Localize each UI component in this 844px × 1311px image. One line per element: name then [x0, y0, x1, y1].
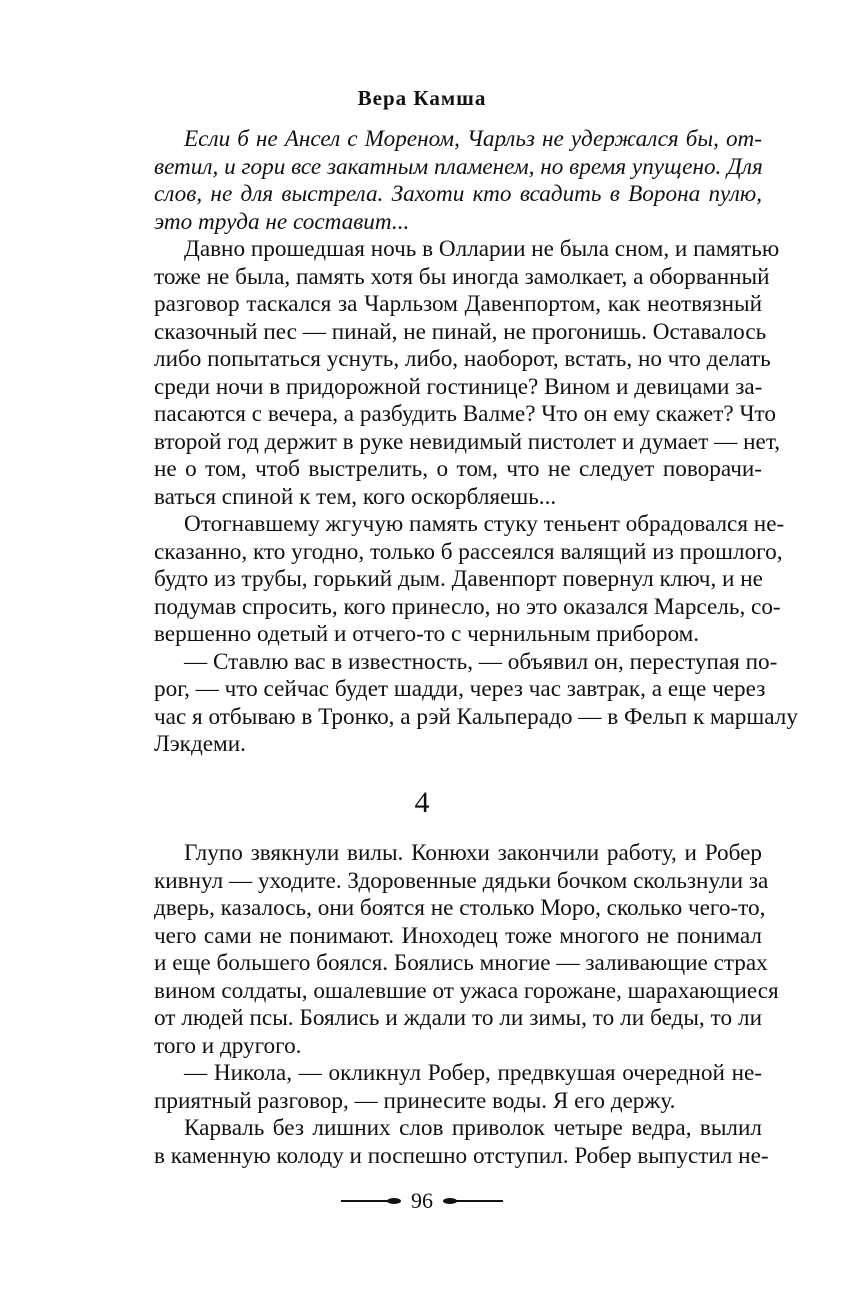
text-line: Лэкдеми. [154, 731, 246, 757]
text-line: не о том, чтоб выстрелить, о том, что не следует поворачи- [154, 456, 762, 482]
paragraph [124, 1060, 762, 1115]
text-line: ваться спиной к тем, кого оскорбляешь... [154, 483, 557, 510]
paragraph [124, 1115, 769, 1170]
text-block-bottom [124, 840, 779, 1170]
page-footer [0, 1188, 844, 1214]
text-line: разговор таскался за Чарльзом Давенпортом, как неотвязный [154, 291, 762, 317]
text-line: того и другого. [154, 1032, 302, 1059]
text-line: тоже не была, память хотя бы иногда замолкает, а оборванный [154, 263, 770, 290]
text-line: дверь, казалось, они боятся не столько Моро, сколько чего-то, [154, 895, 766, 921]
text-line: ветил, и гори все закатным пламенем, но время упущено. Для [154, 153, 763, 180]
text-line: в каменную колоду и поспешно отступил. Робер выпустил не- [154, 1142, 769, 1169]
text-line: чего сами не понимают. Иноходец тоже многого не понимал [154, 922, 762, 949]
ornament-rule-right [445, 1200, 503, 1202]
text-line: — Никола, — окликнул Робер, предвкушая очередной не- [184, 1060, 762, 1086]
text-line: второй год держит в руке невидимый пистолет и думает — нет, [154, 428, 781, 455]
paragraph [124, 840, 779, 1060]
text-line: сказочный пес — пинай, не пинай, не прогонишь. Оставалось [154, 318, 767, 345]
text-line: час я отбываю в Тронко, а рэй Кальперадо — в Фельп к маршалу [154, 703, 798, 730]
paragraph [124, 236, 781, 511]
text-line: среди ночи в придорожной гостинице? Вином и девицами за- [154, 373, 763, 400]
text-line: подумав спросить, кого принесло, но это оказался Марсель, со- [154, 593, 781, 620]
text-line: вершенно одетый и отчего-то с чернильным прибором. [154, 621, 700, 647]
text-line: Карваль без лишних слов приволок четыре ведра, вылил [184, 1115, 762, 1141]
page-number: 96 [411, 1188, 433, 1213]
ornament-rule-left [341, 1200, 399, 1202]
text-line: приятный разговор, — принесите воды. Я его держу. [154, 1087, 676, 1114]
text-line: слов, не для выстрела. Захоти кто всадить в Ворона пулю, [154, 181, 762, 207]
text-line: Если б не Ансел с Мореном, Чарльз не удержался бы, от- [184, 126, 762, 152]
chapter-number: 4 [414, 786, 430, 819]
paragraph [124, 648, 798, 759]
text-block-top [124, 126, 798, 759]
paragraph [124, 511, 785, 649]
text-line: пасаются с вечера, а разбудить Валме? Что он ему скажет? Что [154, 401, 776, 427]
text-line: либо попытаться уснуть, либо, наоборот, встать, но что делать [154, 346, 771, 372]
text-line: Отогнавшему жгучую память стуку теньент обрадовался не- [184, 511, 785, 537]
text-line: сказанно, кто угодно, только б рассеялся валящий из прошлого, [154, 538, 783, 565]
text-line: это труда не составит... [154, 208, 410, 235]
text-line: от людей псы. Боялись и ждали то ли зимы, то ли беды, то ли [154, 1005, 762, 1031]
text-line: будто из трубы, горький дым. Давенпорт повернул ключ, и не [154, 566, 763, 592]
running-header: Вера Камша [357, 86, 487, 110]
text-line: Давно прошедшая ночь в Олларии не была сном, и памятью [184, 236, 780, 262]
text-line: и еще большего боялся. Боялись многие — заливающие страх [154, 950, 768, 976]
text-line: — Ставлю вас в известность, — объявил он, переступая по- [184, 648, 778, 675]
text-line: кивнул — уходите. Здоровенные дядьки бочком скользнули за [154, 867, 769, 894]
italic-paragraph [124, 126, 762, 236]
text-line: Глупо звякнули вилы. Конюхи закончили работу, и Робер [184, 840, 762, 866]
text-line: вином солдаты, ошалевшие от ужаса горожане, шарахающиеся [154, 977, 779, 1004]
text-line: рог, — что сейчас будет шадди, через час завтрак, а еще через [154, 676, 766, 702]
